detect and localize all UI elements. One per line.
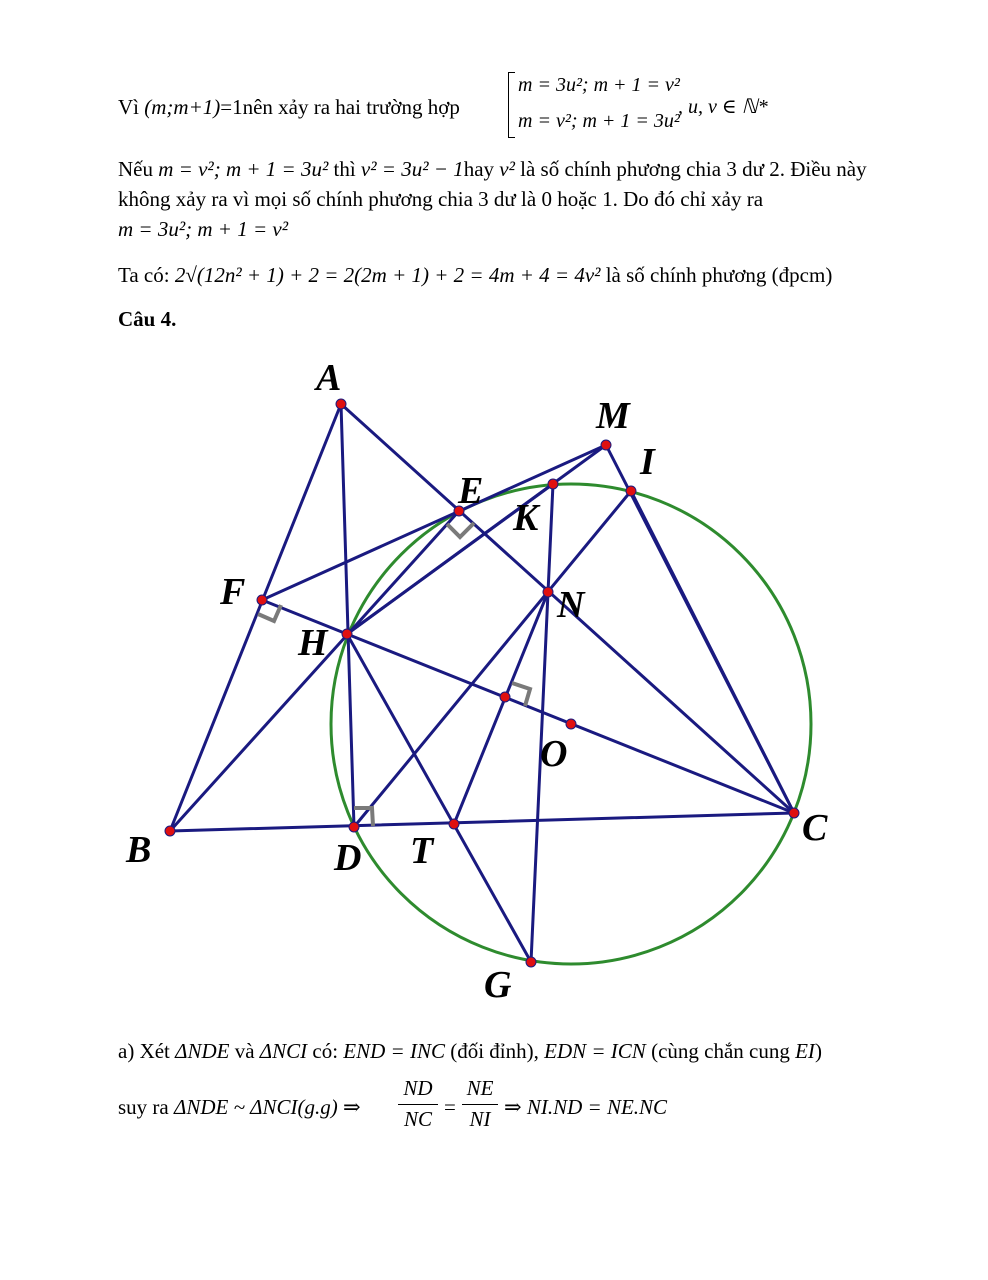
para3-expr: 2√(12n² + 1) + 2 = 2(2m + 1) + 2 = 4m + 4 = 4v² (174, 263, 601, 287)
point-t (449, 819, 459, 829)
parta-line2 (118, 1094, 361, 1120)
label-f: F (220, 571, 246, 613)
parta-arrow1: ⇒ (343, 1095, 361, 1119)
case-condition: , u, v ∈ ℕ* (678, 96, 768, 118)
hay-text: hay (463, 157, 495, 181)
point-b (165, 826, 175, 836)
para2-expr2: v² = 3u² − 1 (360, 157, 464, 181)
label-m: M (596, 395, 630, 437)
point-a (336, 399, 346, 409)
frac-eq: = (444, 1095, 456, 1119)
label-a: A (316, 357, 342, 399)
frac2-den: NI (469, 1107, 491, 1131)
label-o: O (540, 733, 568, 775)
point-p (500, 692, 510, 702)
parta-gg: (g.g) (297, 1095, 338, 1119)
case-1: m = 3u²; m + 1 = v² (518, 74, 680, 96)
point-k (548, 479, 558, 489)
parta-dd: (đối đỉnh), (450, 1039, 539, 1063)
para1-text: nên xảy ra hai trường hợp (242, 95, 460, 119)
label-c: C (802, 807, 828, 849)
parta-tri2: ΔNCI (259, 1039, 308, 1063)
parta-close: ) (814, 1039, 822, 1063)
para3-rest: là số chính phương (đpcm) (605, 263, 833, 287)
vi-text: Vì (118, 95, 139, 119)
parta-line1 (118, 1038, 822, 1064)
label-t: T (410, 830, 434, 872)
thi-text: thì (333, 157, 356, 181)
label-k: K (513, 497, 539, 539)
parta-result: NI.ND = NE.NC (526, 1095, 668, 1119)
point-i (626, 486, 636, 496)
case-2: m = v²; m + 1 = 3u² (518, 110, 680, 132)
para2-expr3: v² (499, 157, 515, 181)
point-f (257, 595, 267, 605)
parta-suyra: suy ra (118, 1095, 169, 1119)
label-d: D (334, 837, 362, 879)
frac1-num: ND (403, 1076, 433, 1100)
para2-line2: không xảy ra vì mọi số chính phương chia 3 dư là 0 hoặc 1. Do đó chỉ xảy ra (118, 187, 764, 211)
label-i: I (640, 441, 655, 483)
para2-expr1: m = v²; m + 1 = 3u² (158, 157, 329, 181)
parta-arc: EI (795, 1039, 815, 1063)
seg-ic (631, 491, 794, 813)
seg-hg (347, 634, 531, 962)
pair-expr: (m;m+1) (144, 95, 221, 119)
seg-be (170, 511, 459, 831)
point-m (601, 440, 611, 450)
parta-co: có: (312, 1039, 339, 1063)
para2-rest: là số chính phương chia 3 dư 2. Điều này (520, 157, 867, 181)
right-angle-e (447, 523, 474, 537)
parta-result-line (504, 1094, 667, 1120)
parta-ang1: END = INC (343, 1039, 445, 1063)
parta-tri1: ΔNDE (175, 1039, 230, 1063)
frac1-den: NC (403, 1107, 432, 1131)
label-n: N (557, 584, 585, 626)
label-h: H (298, 622, 328, 664)
point-c (789, 808, 799, 818)
para2-line3: m = 3u²; m + 1 = v² (118, 217, 288, 241)
seg-ad (341, 404, 354, 827)
seg-kg (531, 484, 553, 962)
fraction-nd-nc (398, 1076, 438, 1132)
point-g (526, 957, 536, 967)
seg-bc (170, 813, 794, 831)
frac1-bar (398, 1104, 438, 1105)
parta-a: a) Xét (118, 1039, 170, 1063)
parta-sim: ΔNDE ~ ΔNCI (174, 1095, 298, 1119)
label-e: E (458, 470, 484, 512)
seg-fc (262, 600, 794, 813)
seg-fm (262, 445, 606, 600)
point-h (342, 629, 352, 639)
point-o (566, 719, 576, 729)
neu-text: Nếu (118, 157, 153, 181)
frac2-num: NE (466, 1076, 494, 1100)
frac2-bar (462, 1104, 498, 1105)
point-d (349, 822, 359, 832)
eq-one: =1 (220, 95, 243, 119)
parta-ccc: (cùng chắn cung (651, 1039, 790, 1063)
label-b: B (126, 829, 152, 871)
label-g: G (484, 964, 512, 1006)
fraction-ne-ni (462, 1076, 498, 1132)
point-n (543, 587, 553, 597)
parta-arrow2: ⇒ (504, 1095, 522, 1119)
parta-ang2: EDN = ICN (544, 1039, 646, 1063)
parta-va: và (234, 1039, 255, 1063)
taco-text: Ta có: (118, 263, 170, 287)
seg-ab (170, 404, 341, 831)
question-heading: Câu 4. (118, 307, 177, 331)
